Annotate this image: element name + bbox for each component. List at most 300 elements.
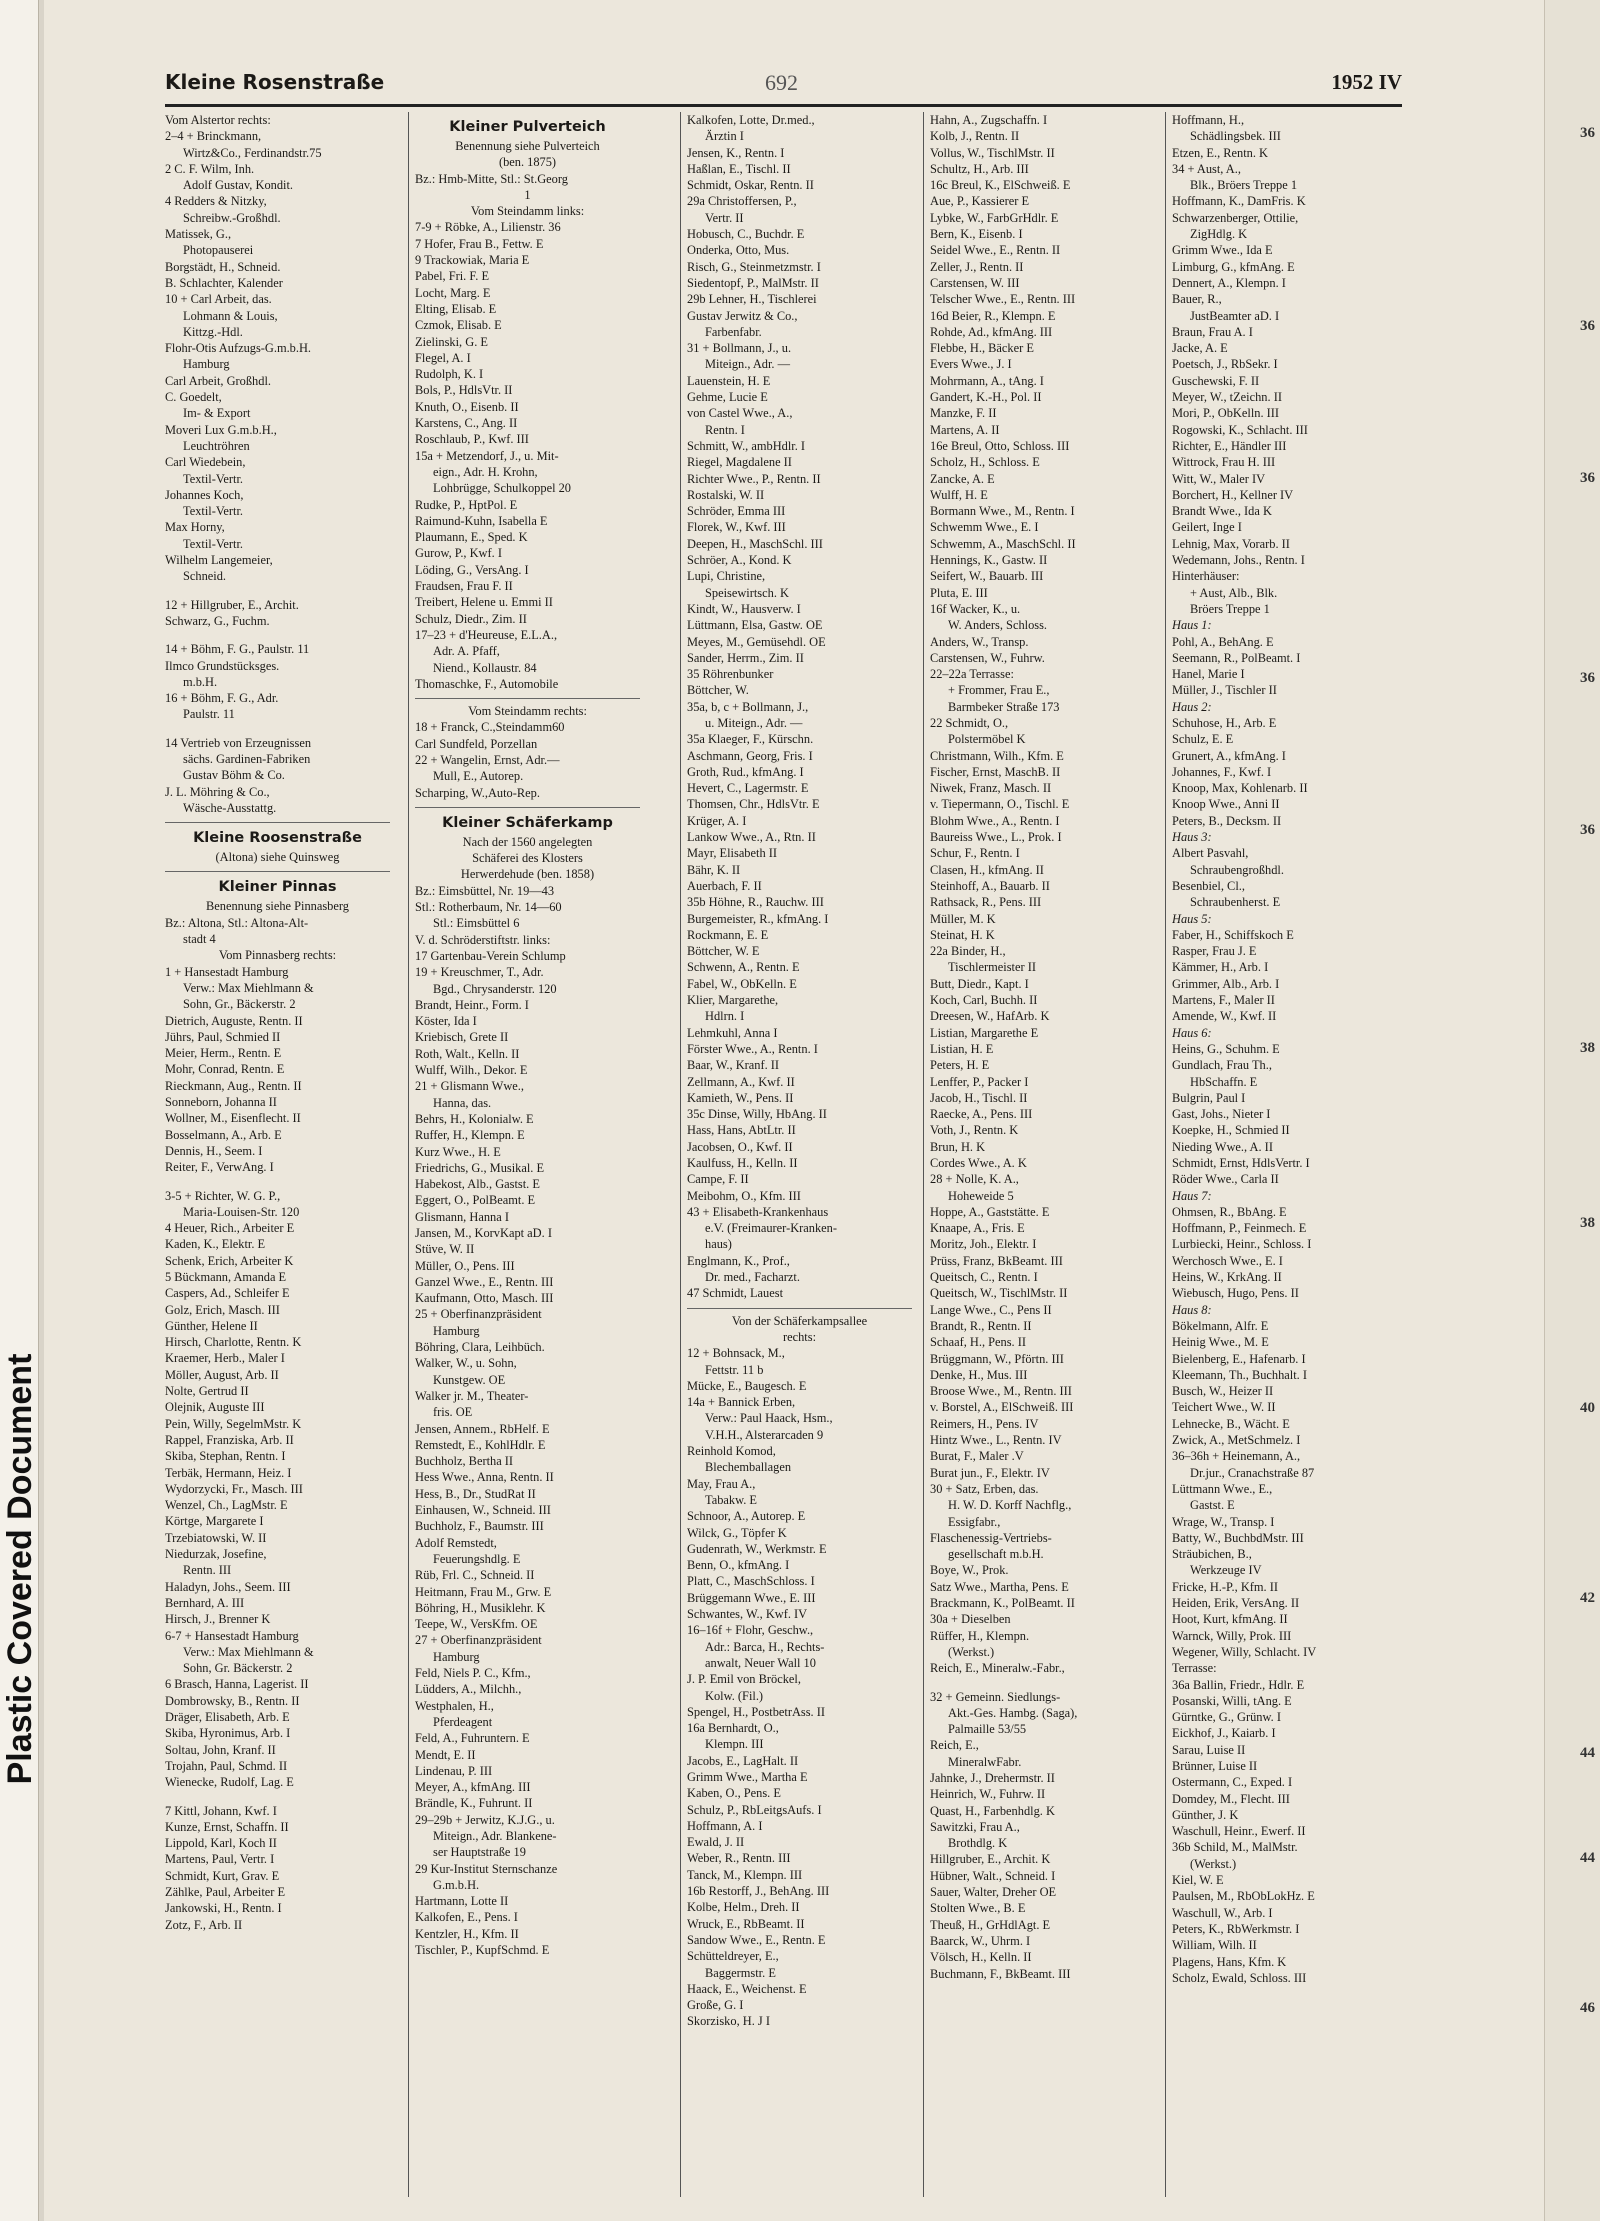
directory-entry: Köster, Ida I — [415, 1014, 477, 1029]
directory-entry: Mendt, E. II — [415, 1747, 476, 1762]
directory-entry-continuation: Bröers Treppe 1 — [1190, 601, 1270, 616]
directory-entry: Günther, Helene II — [165, 1318, 258, 1333]
directory-entry: Bols, P., HdlsVtr. II — [415, 383, 513, 398]
directory-entry-continuation: Niend., Kollaustr. 84 — [433, 660, 537, 675]
directory-entry-continuation: + Frommer, Frau E., — [948, 683, 1050, 698]
directory-entry: Zancke, A. E — [930, 471, 995, 486]
directory-entry: Jacobs, E., LagHalt. II — [687, 1753, 799, 1768]
directory-entry: Locht, Marg. E — [415, 285, 491, 300]
directory-entry: Paulsen, M., RbObLokHz. E — [1172, 1889, 1315, 1904]
directory-entry: Zielinski, G. E — [415, 334, 488, 349]
directory-entry: Waschull, Heinr., Ewerf. II — [1172, 1824, 1306, 1839]
directory-entry: Boye, W., Prok. — [930, 1563, 1009, 1578]
directory-entry-continuation: Maria-Louisen-Str. 120 — [183, 1204, 300, 1219]
directory-entry: Knuth, O., Eisenb. II — [415, 399, 519, 414]
directory-entry: Jankowski, H., Rentn. I — [165, 1901, 282, 1916]
directory-entry: Lupi, Christine, — [687, 569, 766, 584]
directory-entry: B. Schlachter, Kalender — [165, 275, 283, 290]
directory-entry: Buchholz, F., Baumstr. III — [415, 1519, 544, 1534]
directory-entry: Jensen, K., Rentn. I — [687, 145, 785, 160]
directory-entry: Flohr-Otis Aufzugs-G.m.b.H. — [165, 341, 312, 356]
directory-entry: Lehnecke, B., Wächt. E — [1172, 1416, 1290, 1431]
directory-entry: Stüve, W. II — [415, 1242, 475, 1257]
street-note: Schäferei des Klosters — [472, 851, 583, 866]
directory-entry: Reich, E., — [930, 1738, 979, 1753]
section-rule — [415, 801, 640, 808]
directory-entry: Niwek, Franz, Masch. II — [930, 781, 1052, 796]
directory-entry: Dennert, A., Klempn. I — [1172, 275, 1286, 290]
directory-entry: 29a Christoffersen, P., — [687, 194, 797, 209]
entry-gap — [165, 1791, 390, 1803]
directory-entry: Amende, W., Kwf. II — [1172, 1009, 1277, 1024]
street-heading: Kleine Roosenstraße — [193, 830, 362, 847]
edge-house-number: 40 — [1580, 1400, 1595, 1416]
directory-entry: 7 Hofer, Frau B., Fettw. E — [415, 236, 544, 251]
directory-entry: Jacob, H., Tischl. II — [930, 1090, 1028, 1105]
directory-entry: Sandow Wwe., E., Rentn. E — [687, 1932, 826, 1947]
directory-entry: Schmidt, Oskar, Rentn. II — [687, 178, 814, 193]
directory-entry: Haus 3: — [1172, 830, 1212, 845]
directory-entry: Behrs, H., Kolonialw. E — [415, 1111, 534, 1126]
directory-entry: Bz.: Altona, Stl.: Altona-Alt- — [165, 915, 309, 930]
directory-entry-continuation: Schraubenherst. E — [1190, 895, 1281, 910]
directory-entry: Kurz Wwe., H. E — [415, 1144, 501, 1159]
directory-entry: Hoffmann, H., — [1172, 113, 1245, 127]
directory-entry: 3-5 + Richter, W. G. P., — [165, 1188, 281, 1203]
directory-entry: 1 + Hansestadt Hamburg — [165, 964, 289, 979]
directory-entry-continuation: Verw.: Max Miehlmann & — [183, 1644, 314, 1659]
directory-entry-continuation: Lohmann & Louis, — [183, 308, 278, 323]
directory-entry: 7-9 + Röbke, A., Lilienstr. 36 — [415, 220, 561, 235]
directory-entry-continuation: Speisewirtsch. K — [705, 585, 789, 600]
directory-entry: Skorzisko, H. J I — [687, 2014, 770, 2029]
directory-entry: Schwantes, W., Kwf. IV — [687, 1607, 808, 1622]
directory-entry-continuation: ser Hauptstraße 19 — [433, 1845, 526, 1860]
directory-entry: Jansen, M., KorvKapt aD. I — [415, 1226, 552, 1240]
street-note: Vom Steindamm rechts: — [468, 704, 587, 719]
directory-entry: Ruffer, H., Klempn. E — [415, 1128, 525, 1143]
directory-entry-continuation: Hamburg — [433, 1649, 480, 1664]
directory-entry: Bökelmann, Alfr. E — [1172, 1318, 1269, 1333]
directory-entry: Haus 6: — [1172, 1025, 1212, 1040]
directory-entry: 14a + Bannick Erben, — [687, 1395, 796, 1410]
directory-entry: Risch, G., Steinmetzmstr. I — [687, 259, 821, 274]
directory-entry-continuation: Hamburg — [433, 1323, 480, 1338]
directory-entry: Hinterhäuser: — [1172, 569, 1240, 584]
directory-entry-continuation: Sohn, Gr. Bäckerstr. 2 — [183, 1661, 293, 1676]
directory-entry-continuation: Farbenfabr. — [705, 324, 762, 339]
directory-entry: 16a Bernhardt, O., — [687, 1721, 779, 1736]
directory-entry: Haus 8: — [1172, 1302, 1212, 1317]
directory-entry: Schwarzenberger, Ottilie, — [1172, 210, 1299, 225]
directory-entry: Steinat, H. K — [930, 927, 995, 942]
directory-entry: Hennings, K., Gastw. II — [930, 553, 1048, 568]
directory-entry: Schwenn, A., Rentn. E — [687, 960, 800, 975]
directory-entry: Lange Wwe., C., Pens II — [930, 1302, 1052, 1317]
edge-house-number: 46 — [1580, 2000, 1595, 2016]
directory-entry-continuation: Dr.jur., Cranachstraße 87 — [1190, 1465, 1315, 1480]
directory-entry: Hanel, Marie I — [1172, 667, 1245, 682]
directory-entry: Wegener, Willy, Schlacht. IV — [1172, 1644, 1317, 1659]
directory-entry: Gustav Jerwitz & Co., — [687, 308, 798, 323]
directory-entry: 36a Ballin, Friedr., Hdlr. E — [1172, 1677, 1305, 1692]
directory-entry: Johannes, F., Kwf. I — [1172, 764, 1272, 779]
directory-entry: Baureiss Wwe., L., Prok. I — [930, 830, 1062, 845]
directory-entry: Müller, O., Pens. III — [415, 1258, 515, 1273]
directory-entry: 10 + Carl Arbeit, das. — [165, 292, 272, 307]
directory-entry: Vollus, W., TischlMstr. II — [930, 145, 1055, 160]
directory-entry: Terrasse: — [1172, 1661, 1217, 1676]
directory-entry: von Castel Wwe., A., — [687, 406, 793, 421]
directory-entry: Bulgrin, Paul I — [1172, 1090, 1246, 1105]
section-rule — [165, 816, 390, 823]
directory-entry: Hoffmann, K., DamFris. K — [1172, 194, 1306, 209]
directory-entry: V. d. Schröderstiftstr. links: — [415, 932, 551, 947]
directory-entry: Kentzler, H., Kfm. II — [415, 1926, 519, 1941]
directory-entry-continuation: Tabakw. E — [705, 1492, 757, 1507]
directory-entry: Kaufmann, Otto, Masch. III — [415, 1291, 554, 1306]
directory-entry: Brüggemann Wwe., E. III — [687, 1590, 816, 1605]
directory-entry: Jührs, Paul, Schmied II — [165, 1029, 281, 1044]
directory-entry: Haus 5: — [1172, 911, 1212, 926]
directory-entry: Sawitzki, Frau A., — [930, 1819, 1020, 1834]
directory-entry-continuation: Gastst. E — [1190, 1498, 1235, 1513]
street-note: Herwerdehude (ben. 1858) — [460, 867, 595, 882]
directory-entry: Sträubichen, B., — [1172, 1547, 1252, 1562]
directory-entry-continuation: Verw.: Max Miehlmann & — [183, 980, 314, 995]
directory-entry: Raecke, A., Pens. III — [930, 1107, 1033, 1122]
directory-entry: Schröer, A., Kond. K — [687, 553, 792, 568]
directory-entry: Borgstädt, H., Schneid. — [165, 259, 281, 274]
directory-entry: Thomsen, Chr., HdlsVtr. E — [687, 797, 820, 812]
directory-entry: 34 + Aust, A., — [1172, 161, 1241, 176]
directory-entry: Teepe, W., VersKfm. OE — [415, 1617, 538, 1632]
directory-entry: 36–36h + Heinemann, A., — [1172, 1449, 1301, 1464]
directory-entry: Haack, E., Weichenst. E — [687, 1981, 807, 1996]
directory-entry: v. Borstel, A., ElSchweiß. III — [930, 1400, 1074, 1415]
directory-entry: 35 Röhrenbunker — [687, 667, 774, 682]
directory-entry: Rogowski, K., Schlacht. III — [1172, 422, 1308, 437]
directory-entry: Plagens, Hans, Kfm. K — [1172, 1954, 1287, 1969]
directory-entry: Max Horny, — [165, 520, 225, 535]
directory-entry: 47 Schmidt, Lauest — [687, 1286, 784, 1301]
directory-entry: Lenffer, P., Packer I — [930, 1074, 1029, 1089]
directory-entry: Quast, H., Farbenhdlg. K — [930, 1803, 1055, 1818]
street-note: Vom Steindamm links: — [470, 204, 585, 219]
directory-entry: Moveri Lux G.m.b.H., — [165, 422, 277, 437]
directory-entry: Seifert, W., Bauarb. III — [930, 569, 1044, 584]
directory-entry: Plaumann, E., Sped. K — [415, 530, 528, 545]
directory-entry: Spengel, H., PostbetrAss. II — [687, 1704, 826, 1719]
directory-entry: Carl Arbeit, Großhdl. — [165, 373, 271, 388]
directory-entry: Böhring, H., Musiklehr. K — [415, 1600, 546, 1615]
directory-entry: Grimm Wwe., Martha E — [687, 1769, 808, 1784]
directory-entry: Elting, Elisab. E — [415, 301, 497, 316]
directory-entry: Rudke, P., HptPol. E — [415, 497, 518, 512]
directory-entry: Cordes Wwe., A. K — [930, 1156, 1027, 1170]
directory-entry: Teichert Wwe., W. II — [1172, 1400, 1276, 1415]
directory-entry: Brun, H. K — [930, 1139, 986, 1154]
directory-entry-continuation: Blk., Bröers Treppe 1 — [1190, 178, 1298, 193]
directory-entry: 14 Vertrieb von Erzeugnissen — [165, 735, 312, 750]
directory-entry: Dennis, H., Seem. I — [165, 1143, 263, 1158]
directory-entry: Brüggmann, W., Pförtn. III — [930, 1351, 1064, 1366]
directory-entry: Rasper, Frau J. E — [1172, 944, 1257, 959]
directory-entry: Wulff, H. E — [930, 487, 988, 502]
directory-entry: Gürntke, G., Grünw. I — [1172, 1710, 1281, 1725]
directory-entry: Faber, H., Schiffskoch E — [1172, 927, 1294, 942]
directory-entry: Kolbe, Helm., Dreh. II — [687, 1900, 800, 1915]
entry-gap — [930, 1677, 1155, 1689]
directory-entry: Meyer, W., tZeichn. II — [1172, 390, 1282, 405]
directory-entry-continuation: Werkzeuge IV — [1190, 1563, 1262, 1578]
directory-entry: Rostalski, W. II — [687, 487, 765, 502]
directory-entry: Waschull, W., Arb. I — [1172, 1905, 1273, 1920]
directory-entry: 22 + Wangelin, Ernst, Adr.— — [415, 752, 560, 767]
directory-entry: Butt, Diedr., Kapt. I — [930, 976, 1029, 991]
street-note: 1 — [524, 187, 531, 202]
directory-entry: Wruck, E., RbBeamt. II — [687, 1916, 805, 1931]
directory-entry: Ostermann, C., Exped. I — [1172, 1775, 1293, 1790]
page-year: 1952 IV — [1331, 70, 1402, 94]
directory-entry: Hirsch, Charlotte, Rentn. K — [165, 1335, 302, 1350]
street-note: rechts: — [782, 1329, 817, 1344]
directory-entry-continuation: Schraubengroßhdl. — [1190, 862, 1284, 877]
directory-entry: Dombrowsky, B., Rentn. II — [165, 1693, 300, 1708]
directory-entry: Caspers, Ad., Schleifer E — [165, 1286, 290, 1301]
directory-entry-continuation: Im- & Export — [183, 406, 251, 421]
directory-entry: Habekost, Alb., Gastst. E — [415, 1177, 540, 1192]
directory-entry: Niedurzak, Josefine, — [165, 1547, 267, 1562]
directory-entry: Aue, P., Kassierer E — [930, 194, 1030, 209]
directory-entry: Schnoor, A., Autorep. E — [687, 1509, 806, 1524]
directory-entry: Witt, W., Maler IV — [1172, 471, 1266, 486]
directory-entry: 2–4 + Brinckmann, — [165, 129, 262, 144]
directory-entry-continuation: Lohbrügge, Schulkoppel 20 — [433, 481, 571, 496]
directory-entry: Mücke, E., Baugesch. E — [687, 1378, 807, 1393]
directory-entry: Meier, Herm., Rentn. E — [165, 1046, 282, 1061]
directory-entry: Wydorzycki, Fr., Masch. III — [165, 1481, 303, 1496]
directory-entry: Bz.: Hmb-Mitte, Stl.: St.Georg — [415, 171, 568, 186]
directory-entry: 29b Lehner, H., Tischlerei — [687, 292, 817, 307]
directory-entry: Mohrmann, A., tAng. I — [930, 373, 1044, 388]
directory-entry: Meibohm, O., Kfm. III — [687, 1188, 801, 1203]
directory-entry-continuation: Pferdeagent — [433, 1714, 493, 1729]
directory-entry: Meyes, M., Gemüsehdl. OE — [687, 634, 826, 649]
directory-entry: 29–29b + Jerwitz, K.J.G., u. — [415, 1812, 555, 1827]
street-note: Von der Schäferkampsallee — [731, 1313, 868, 1328]
directory-entry: Burat jun., F., Elektr. IV — [930, 1465, 1050, 1480]
directory-entry: Christmann, Wilh., Kfm. E — [930, 748, 1064, 763]
directory-entry: Möller, August, Arb. II — [165, 1367, 279, 1382]
directory-entry: Kaben, O., Pens. E — [687, 1786, 781, 1801]
directory-entry: Carl Sundfeld, Porzellan — [415, 736, 538, 751]
directory-entry: Jensen, Annem., RbHelf. E — [415, 1421, 550, 1436]
entry-gap — [165, 585, 390, 597]
directory-entry: Moritz, Joh., Elektr. I — [930, 1237, 1037, 1252]
directory-entry: Kalkofen, Lotte, Dr.med., — [687, 113, 815, 127]
directory-entry-continuation: haus) — [705, 1237, 732, 1252]
directory-entry: 6 Brasch, Hanna, Lagerist. II — [165, 1677, 309, 1692]
directory-entry: Czmok, Elisab. E — [415, 318, 502, 333]
directory-entry: Scharping, W.,Auto-Rep. — [415, 785, 540, 800]
directory-entry: Blohm Wwe., A., Rentn. I — [930, 813, 1060, 828]
directory-entry: Knaape, A., Fris. E — [930, 1221, 1025, 1236]
directory-entry-continuation: ZigHdlg. K — [1190, 227, 1248, 242]
directory-entry-continuation: Kunstgew. OE — [433, 1372, 506, 1387]
directory-entry: Heins, W., KrkAng. II — [1172, 1270, 1282, 1285]
directory-entry: Wienecke, Rudolf, Lag. E — [165, 1775, 294, 1790]
directory-entry-continuation: Stl.: Eimsbüttel 6 — [433, 916, 520, 931]
directory-entry: Hintz Wwe., L., Rentn. IV — [930, 1433, 1062, 1448]
directory-entry: Wiebusch, Hugo, Pens. II — [1172, 1286, 1299, 1301]
directory-entry: Wrage, W., Transp. I — [1172, 1514, 1275, 1529]
directory-entry: Jacke, A. E — [1172, 341, 1228, 356]
directory-entry-continuation: Essigfabr., — [948, 1514, 1001, 1529]
directory-entry: Englmann, K., Prof., — [687, 1253, 790, 1268]
directory-entry: Tanck, M., Klempn. III — [687, 1867, 803, 1882]
directory-entry: Löding, G., VersAng. I — [415, 562, 529, 577]
directory-entry: Kiel, W. E — [1172, 1873, 1224, 1888]
directory-entry: Martens, Paul, Vertr. I — [165, 1852, 275, 1867]
directory-entry: Knoop Wwe., Anni II — [1172, 797, 1280, 812]
edge-house-number: 36 — [1580, 470, 1595, 486]
directory-entry: 32 + Gemeinn. Siedlungs- — [930, 1689, 1061, 1704]
directory-entry: Lindenau, P. III — [415, 1763, 493, 1778]
directory-entry: 16f Wacker, K., u. — [930, 601, 1021, 616]
directory-entry: Hübner, Walt., Schneid. I — [930, 1868, 1056, 1883]
directory-entry: Fischer, Ernst, MaschB. II — [930, 764, 1061, 779]
directory-entry: Reinhold Komod, — [687, 1444, 776, 1459]
directory-entry: Theuß, H., GrHdlAgt. E — [930, 1917, 1051, 1932]
directory-entry-continuation: H. W. D. Korff Nachflg., — [948, 1498, 1072, 1513]
directory-entry: Etzen, E., Rentn. K — [1172, 145, 1269, 160]
directory-entry-continuation: V.H.H., Alsterarcaden 9 — [705, 1427, 824, 1442]
directory-entry: Lehnig, Max, Vorarb. II — [1172, 536, 1290, 551]
directory-entry: Feld, Niels P. C., Kfm., — [415, 1666, 531, 1681]
directory-entry: Johannes Koch, — [165, 487, 244, 502]
directory-entry: Fabel, W., ObKelln. E — [687, 976, 797, 991]
directory-entry: Evers Wwe., J. I — [930, 357, 1012, 372]
directory-entry: 35c Dinse, Willy, HbAng. II — [687, 1107, 827, 1122]
directory-entry: Günther, J. K — [1172, 1807, 1239, 1822]
directory-entry: Besenbiel, Cl., — [1172, 878, 1245, 893]
directory-entry: 7 Kittl, Johann, Kwf. I — [165, 1803, 277, 1818]
directory-entry: Heins, G., Schuhm. E — [1172, 1041, 1280, 1056]
directory-entry: 22–22a Terrasse: — [930, 667, 1014, 682]
directory-entry: Sarau, Luise II — [1172, 1742, 1246, 1757]
directory-entry-continuation: Adr. A. Pfaff, — [433, 644, 500, 659]
directory-entry: 4 Heuer, Rich., Arbeiter E — [165, 1221, 295, 1236]
edge-house-number: 44 — [1580, 1745, 1595, 1761]
directory-entry-continuation: m.b.H. — [183, 674, 218, 689]
directory-entry: Adolf Remstedt, — [415, 1535, 497, 1550]
directory-entry-continuation: (Werkst.) — [948, 1644, 995, 1659]
directory-entry: Gurow, P., Kwf. I — [415, 546, 502, 561]
directory-entry: Roschlaub, P., Kwf. III — [415, 432, 529, 447]
directory-entry: 2 C. F. Wilm, Inh. — [165, 161, 255, 176]
directory-entry: Buchmann, F., BkBeamt. III — [930, 1966, 1071, 1981]
directory-entry-continuation: Vertr. II — [705, 210, 744, 225]
directory-entry: 17–23 + d'Heureuse, E.L.A., — [415, 627, 558, 642]
directory-entry: 25 + Oberfinanzpräsident — [415, 1307, 542, 1322]
street-note: (ben. 1875) — [498, 155, 557, 170]
directory-entry: Einhausen, W., Schneid. III — [415, 1503, 551, 1518]
directory-entry-continuation: Schreibw.-Großhdl. — [183, 210, 281, 225]
directory-entry: Pohl, A., BehAng. E — [1172, 634, 1274, 649]
directory-column-2 — [415, 112, 640, 1958]
directory-entry-continuation: Rentn. I — [705, 422, 745, 437]
directory-entry: Reiter, F., VerwAng. I — [165, 1160, 274, 1175]
directory-entry: 29 Kur-Institut Sternschanze — [415, 1861, 558, 1876]
page-street-title: Kleine Rosenstraße — [165, 70, 385, 94]
directory-entry-continuation: e.V. (Freimaurer-Kranken- — [705, 1221, 837, 1236]
directory-entry: Steinhoff, A., Bauarb. II — [930, 878, 1050, 893]
directory-entry: Schur, F., Rentn. I — [930, 846, 1020, 861]
directory-entry: 9 Trackowiak, Maria E — [415, 253, 530, 268]
directory-entry: Hass, Hans, AbtLtr. II — [687, 1123, 796, 1138]
section-rule — [165, 865, 390, 872]
directory-entry: Wilhelm Langemeier, — [165, 553, 273, 568]
directory-entry: Bern, K., Eisenb. I — [930, 227, 1023, 242]
directory-entry: Gudenrath, W., Werkmstr. E — [687, 1541, 827, 1556]
directory-entry: 18 + Franck, C.,Steindamm60 — [415, 720, 565, 735]
directory-entry-continuation: Schädlingsbek. III — [1190, 129, 1281, 144]
entry-gap — [165, 1176, 390, 1188]
directory-entry: Matissek, G., — [165, 227, 232, 242]
directory-entry: Olejnik, Auguste III — [165, 1400, 265, 1415]
directory-entry: Ewald, J. II — [687, 1835, 745, 1850]
directory-entry: Hahn, A., Zugschaffn. I — [930, 113, 1048, 127]
directory-entry: Lüttmann, Elsa, Gastw. OE — [687, 618, 823, 633]
directory-entry: Remstedt, E., KohlHdlr. E — [415, 1437, 546, 1452]
directory-entry: Mori, P., ObKelln. III — [1172, 406, 1280, 421]
directory-entry: Zotz, F., Arb. II — [165, 1917, 243, 1932]
directory-entry: Schaaf, H., Pens. II — [930, 1335, 1027, 1350]
section-rule — [687, 1302, 912, 1309]
directory-entry: Walker, W., u. Sohn, — [415, 1356, 517, 1371]
directory-entry: Brandt, R., Rentn. II — [930, 1318, 1032, 1333]
directory-entry: Hirsch, J., Brenner K — [165, 1612, 271, 1627]
directory-entry-continuation: Barmbeker Straße 173 — [948, 699, 1060, 714]
directory-entry: Zählke, Paul, Arbeiter E — [165, 1884, 286, 1899]
directory-entry: Lybke, W., FarbGrHdlr. E — [930, 210, 1059, 225]
plastic-cover-strip — [0, 0, 39, 2221]
directory-entry-continuation: gesellschaft m.b.H. — [948, 1547, 1044, 1562]
directory-entry-continuation: Adr.: Barca, H., Rechts- — [705, 1639, 825, 1654]
directory-entry: Geilert, Inge I — [1172, 520, 1242, 535]
directory-entry: 12 + Hillgruber, E., Archit. — [165, 597, 299, 612]
directory-entry: Wilck, G., Töpfer K — [687, 1525, 787, 1540]
directory-entry: Treibert, Helene u. Emmi II — [415, 595, 553, 610]
directory-entry: Siedentopf, P., MalMstr. II — [687, 275, 819, 290]
directory-entry-continuation: eign., Adr. H. Krohn, — [433, 464, 538, 479]
directory-entry: Gast, Johs., Nieter I — [1172, 1107, 1271, 1122]
directory-entry: 6-7 + Hansestadt Hamburg — [165, 1628, 299, 1643]
directory-entry: Brändle, K., Fuhrunt. II — [415, 1796, 533, 1811]
directory-entry: Knoop, Max, Kohlenarb. II — [1172, 781, 1308, 796]
directory-entry: Auerbach, F. II — [687, 878, 762, 893]
edge-house-number: 36 — [1580, 125, 1595, 141]
directory-entry: Mayr, Elisabeth II — [687, 846, 777, 861]
directory-entry: Kamieth, W., Pens. II — [687, 1090, 794, 1105]
directory-entry-continuation: sächs. Gardinen-Fabriken — [183, 751, 311, 766]
directory-entry: Lauenstein, H. E — [687, 373, 771, 388]
directory-entry-continuation: Verw.: Paul Haack, Hsm., — [705, 1411, 833, 1426]
directory-entry-continuation: Tischlermeister II — [948, 960, 1036, 975]
directory-entry: 19 + Kreuschmer, T., Adr. — [415, 965, 544, 980]
directory-entry: Dreesen, W., HafArb. K — [930, 1009, 1050, 1024]
